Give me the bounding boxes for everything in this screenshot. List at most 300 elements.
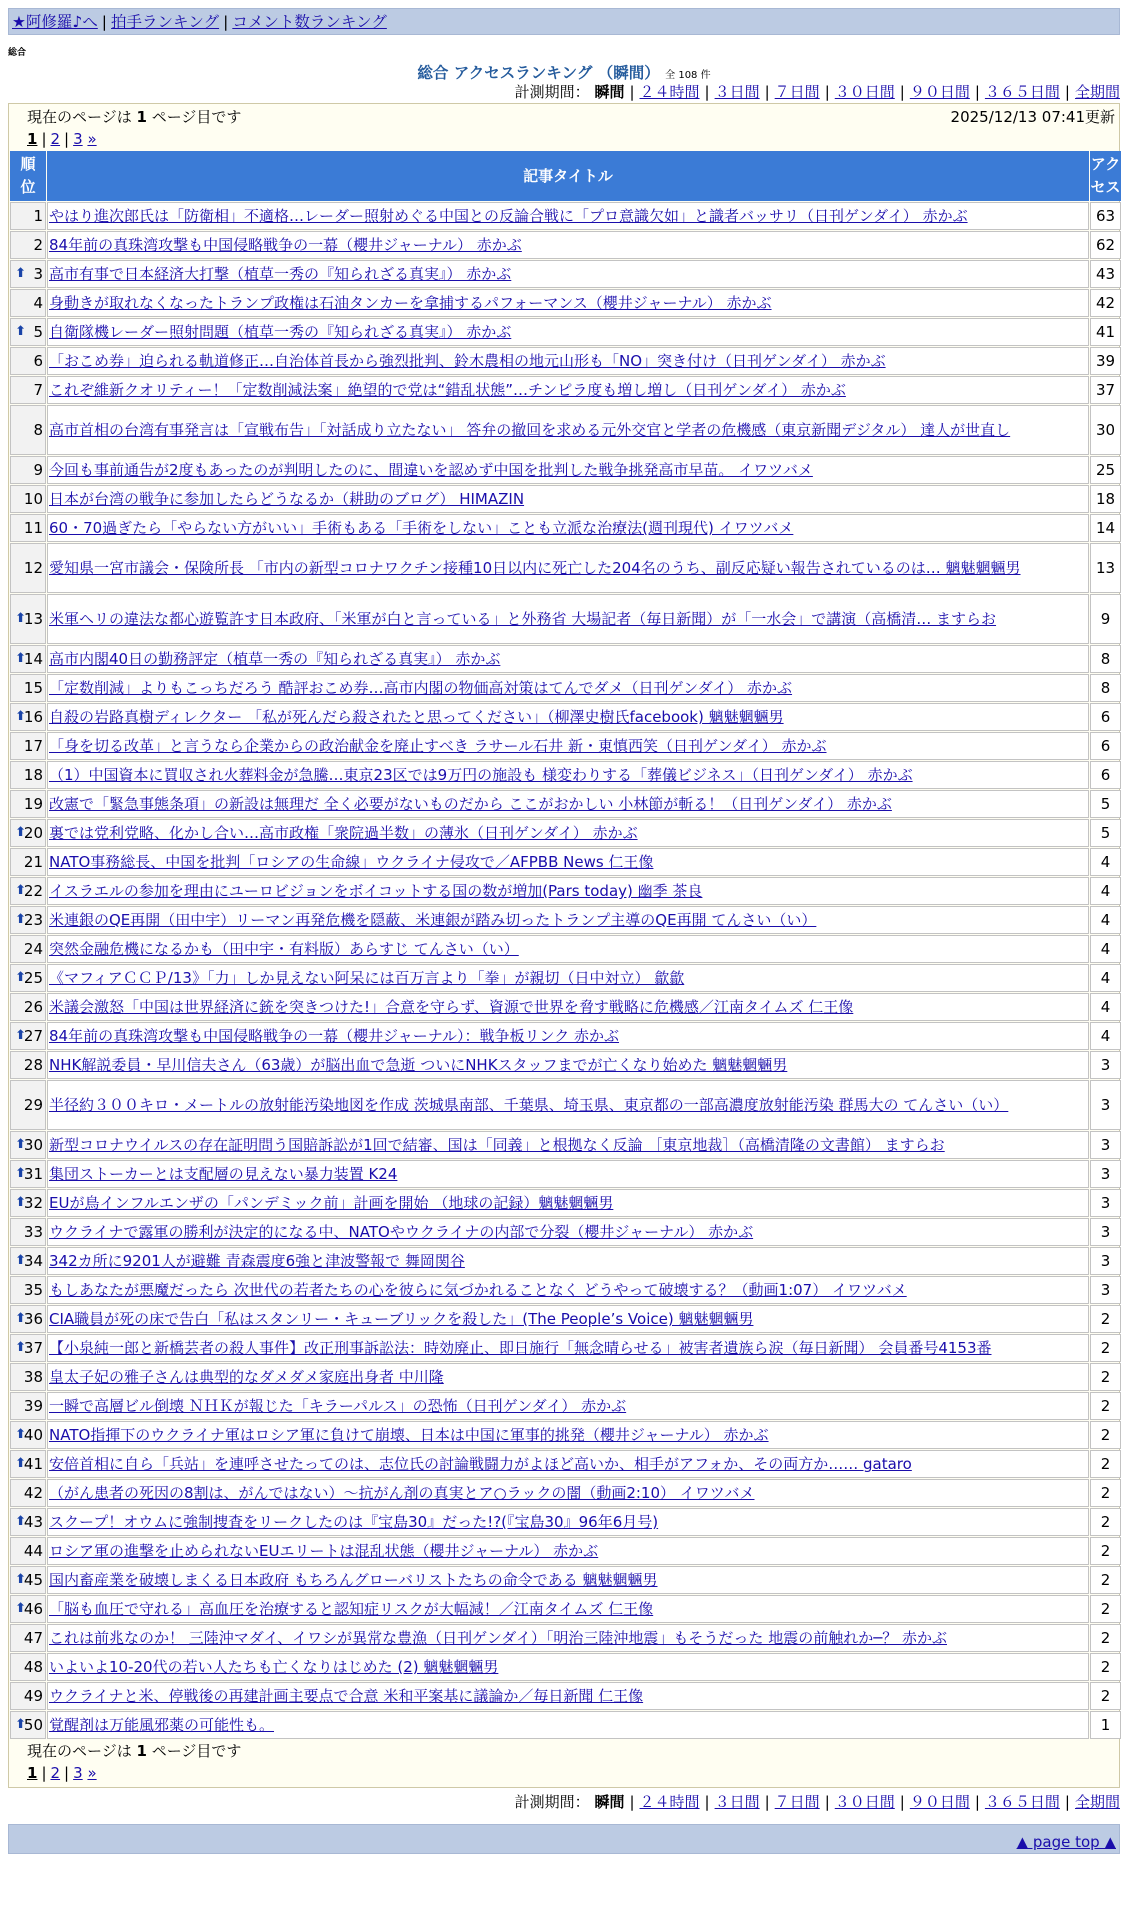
article-link[interactable]: EUが鳥インフルエンザの「パンデミック前」計画を開始 （地球の記録）魑魅魍魎男 — [49, 1194, 614, 1212]
access-count: 2 — [1090, 1537, 1121, 1565]
table-row — [10, 376, 1121, 404]
rank-number: 23 — [23, 911, 43, 929]
title-cell — [47, 703, 1089, 731]
title-cell — [47, 1566, 1089, 1594]
period-link[interactable]: ７日間 — [774, 83, 820, 101]
article-link[interactable]: （がん患者の死因の8割は、がんではない）〜抗がん剤の真実とア○ラックの闇（動画2:10） イワツバメ — [49, 1484, 755, 1502]
access-count: 2 — [1090, 1334, 1121, 1362]
header-line: アク — [1090, 155, 1121, 173]
title-cell — [47, 594, 1089, 644]
title-cell — [47, 877, 1089, 905]
article-link[interactable]: ロシア軍の進撃を止められないEUエリートは混乱状態（櫻井ジャーナル） 赤かぶ — [49, 1542, 599, 1560]
applause-ranking-link[interactable]: 拍手ランキング — [111, 13, 220, 31]
period-separator: | — [824, 83, 830, 101]
rank-cell — [10, 1305, 46, 1333]
title-cell — [47, 1247, 1089, 1275]
ranking-title-text: 総合 アクセスランキング （瞬間） — [417, 64, 660, 82]
table-row — [10, 405, 1121, 455]
rank-cell — [10, 318, 46, 346]
access-count: 6 — [1090, 732, 1121, 760]
table-row — [10, 790, 1121, 818]
table-row — [10, 1450, 1121, 1478]
rank-cell — [10, 347, 46, 375]
article-link[interactable]: 「身を切る改革」と言うなら企業からの政治献金を廃止すべき ラサール石井 新・東慎西笑（日刊ゲンダイ） 赤かぶ — [49, 737, 827, 755]
table-row — [10, 514, 1121, 542]
title-cell — [47, 318, 1089, 346]
period-link[interactable]: ２４時間 — [639, 1793, 700, 1811]
article-link[interactable]: 愛知県一宮市議会・保険所長 「市内の新型コロナワクチン接種10日以内に死亡した204名のうち、副反応疑い報告されているのは… 魑魅魍魎男 — [49, 559, 1021, 577]
period-link[interactable]: ９０日間 — [909, 1793, 970, 1811]
article-link[interactable]: CIA職員が死の床で告白「私はスタンリー・キューブリックを殺した」(The People’s Voice) 魑魅魍魎男 — [49, 1310, 754, 1328]
table-row — [10, 1537, 1121, 1565]
access-count: 3 — [1090, 1080, 1121, 1130]
nav-separator: | — [223, 13, 229, 31]
access-count: 3 — [1090, 1276, 1121, 1304]
title-cell — [47, 1537, 1089, 1565]
rank-number: 39 — [23, 1397, 43, 1415]
period-current: 瞬間 — [594, 83, 625, 101]
title-cell — [47, 1080, 1089, 1130]
period-link[interactable]: ３日間 — [714, 1793, 760, 1811]
title-cell — [47, 543, 1089, 593]
access-count: 39 — [1090, 347, 1121, 375]
up-arrow-icon: ⬆ — [15, 324, 26, 339]
rank-number: 16 — [23, 708, 43, 726]
access-count: 30 — [1090, 405, 1121, 455]
rank-number: 41 — [23, 1455, 43, 1473]
article-link[interactable]: ウクライナで露軍の勝利が決定的になる中、NATOやウクライナの内部で分裂（櫻井ジャーナル） 赤かぶ — [49, 1223, 754, 1241]
article-link[interactable]: 高市有事で日本経済大打撃（植草一秀の『知られざる真実』） 赤かぶ — [49, 265, 512, 283]
rank-cell — [10, 1624, 46, 1652]
title-cell — [47, 1160, 1089, 1188]
header-line: 順 — [20, 155, 36, 173]
up-arrow-icon: ⬆ — [15, 1137, 26, 1152]
access-count: 4 — [1090, 877, 1121, 905]
table-row — [10, 906, 1121, 934]
article-link[interactable]: 米連銀のQE再開（田中宇）リーマン再発危機を隠蔽、米連銀が踏み切ったトランプ主導のQE再開 てんさい（い） — [49, 911, 817, 929]
rank-cell — [10, 1247, 46, 1275]
access-count: 3 — [1090, 1051, 1121, 1079]
page — [8, 8, 1120, 1854]
up-arrow-icon: ⬆ — [15, 883, 26, 898]
title-cell — [47, 964, 1089, 992]
pager-next-link[interactable]: » — [87, 130, 97, 148]
title-cell — [47, 993, 1089, 1021]
rank-cell — [10, 848, 46, 876]
table-row — [10, 761, 1121, 789]
access-count: 9 — [1090, 594, 1121, 644]
article-link[interactable]: イスラエルの参加を理由にユーロビジョンをボイコットする国の数が増加(Pars today) 幽季 茶良 — [49, 882, 703, 900]
home-link[interactable]: ★阿修羅♪へ — [12, 13, 98, 31]
period-separator: | — [629, 83, 635, 101]
article-link[interactable]: いよいよ10-20代の若い人たちも亡くなりはじめた (2) 魑魅魍魎男 — [49, 1658, 499, 1676]
up-arrow-icon: ⬆ — [15, 970, 26, 985]
article-link[interactable]: スクープ！オウムに強制捜査をリークしたのは『宝島30』だった!?(『宝島30』96年6月号) — [49, 1513, 659, 1531]
title-cell — [47, 1334, 1089, 1362]
rank-number: 4 — [33, 294, 43, 312]
access-count: 2 — [1090, 1653, 1121, 1681]
rank-number: 40 — [23, 1426, 43, 1444]
table-row — [10, 1218, 1121, 1246]
rank-cell — [10, 1334, 46, 1362]
page-top-link[interactable]: ▲ page top ▲ — [1016, 1833, 1116, 1851]
up-arrow-icon: ⬆ — [15, 611, 26, 626]
article-link[interactable]: 自殺の岩路真樹ディレクター 「私が死んだら殺されたと思ってください」（柳澤史樹氏facebook) 魑魅魍魎男 — [49, 708, 784, 726]
up-arrow-icon: ⬆ — [15, 1717, 26, 1732]
period-separator: | — [899, 83, 905, 101]
access-count: 4 — [1090, 964, 1121, 992]
title-cell — [47, 935, 1089, 963]
rank-cell — [10, 1421, 46, 1449]
period-separator: | — [764, 83, 770, 101]
rank-number: 49 — [23, 1687, 43, 1705]
title-cell — [47, 1276, 1089, 1304]
access-count: 3 — [1090, 1131, 1121, 1159]
article-link[interactable]: 「脳も血圧で守れる」高血圧を治療すると認知症リスクが大幅減！／江南タイムズ 仁王像 — [49, 1600, 654, 1618]
article-link[interactable]: 新型コロナウイルスの存在証明問う国賠訴訟が1回で結審、国は「同義」と根拠なく反論 ［東京地裁］（高橋清隆の文書館） ますらお — [49, 1136, 945, 1154]
period-link[interactable]: ３０日間 — [834, 1793, 895, 1811]
rank-number: 11 — [23, 519, 43, 537]
period-link[interactable]: ３日間 — [714, 83, 760, 101]
article-link[interactable]: やはり進次郎氏は「防衛相」不適格…レーダー照射めぐる中国との反論合戦に「プロ意識欠如」と識者バッサリ（日刊ゲンダイ） 赤かぶ — [49, 207, 968, 225]
table-row — [10, 732, 1121, 760]
rank-number: 37 — [23, 1339, 43, 1357]
title-cell — [47, 674, 1089, 702]
period-label: 計測期間： — [514, 1793, 595, 1811]
top-nav-bar — [8, 8, 1120, 35]
period-separator: | — [824, 1793, 830, 1811]
rank-number: 46 — [23, 1600, 43, 1618]
rank-number: 29 — [23, 1096, 43, 1114]
title-cell — [47, 819, 1089, 847]
title-cell — [47, 347, 1089, 375]
page-info-number: 1 — [136, 108, 147, 126]
article-link[interactable]: （1）中国資本に買収され火葬料金が急騰…東京23区では9万円の施設も 様変わりする「葬儀ビジネス」（日刊ゲンダイ） 赤かぶ — [49, 766, 913, 784]
rank-number: 5 — [33, 323, 43, 341]
title-cell — [47, 260, 1089, 288]
rank-number: 38 — [23, 1368, 43, 1386]
period-separator: | — [1064, 1793, 1070, 1811]
article-link[interactable]: 84年前の真珠湾攻撃も中国侵略戦争の一幕（櫻井ジャーナル）：戦争板リンク 赤かぶ — [49, 1027, 620, 1045]
rank-number: 17 — [23, 737, 43, 755]
nav-separator: | — [101, 13, 108, 31]
rank-number: 27 — [23, 1027, 43, 1045]
access-count: 2 — [1090, 1566, 1121, 1594]
article-link[interactable]: 裏では党利党略、化かし合い…高市政権「衆院過半数」の薄氷（日刊ゲンダイ） 赤かぶ — [49, 824, 638, 842]
access-count: 5 — [1090, 790, 1121, 818]
article-link[interactable]: 高市首相の台湾有事発言は「宣戦布告」「対話成り立たない」 答弁の撤回を求める元外交官と学者の危機感（東京新聞デジタル） 達人が世直し — [49, 421, 1011, 439]
pager-current-page: 1 — [27, 1764, 38, 1782]
rank-cell — [10, 594, 46, 644]
rank-cell — [10, 1363, 46, 1391]
up-arrow-icon: ⬆ — [15, 825, 26, 840]
article-link[interactable]: 342カ所に9201人が避難 青森震度6強と津波警報で 舞岡関谷 — [49, 1252, 465, 1270]
table-row — [10, 456, 1121, 484]
title-cell — [47, 1022, 1089, 1050]
article-link[interactable]: 皇太子妃の雅子さんは典型的なダメダメ家庭出身者 中川隆 — [49, 1368, 444, 1386]
article-link[interactable]: 突然金融危機になるかも（田中宇・有料版）あらすじ てんさい（い） — [49, 940, 519, 958]
title-column-header: 記事タイトル — [47, 151, 1089, 201]
rank-number: 43 — [23, 1513, 43, 1531]
rank-number: 36 — [23, 1310, 43, 1328]
article-link[interactable]: 「おこめ券」迫られる軌道修正…自治体首長から強烈批判、鈴木農相の地元山形も「NO」突き付け（日刊ゲンダイ） 赤かぶ — [49, 352, 886, 370]
period-link[interactable]: ３６５日間 — [984, 1793, 1060, 1811]
rank-cell — [10, 1276, 46, 1304]
access-count: 2 — [1090, 1624, 1121, 1652]
rank-number: 35 — [23, 1281, 43, 1299]
rank-number: 30 — [23, 1136, 43, 1154]
title-cell — [47, 761, 1089, 789]
article-link[interactable]: NHK解説委員・早川信夫さん（63歳）が脳出血で急逝 ついにNHKスタッフまでが亡くなり始めた 魑魅魍魎男 — [49, 1056, 788, 1074]
table-row — [10, 848, 1121, 876]
ranking-box — [8, 103, 1120, 1788]
page-info-number: 1 — [136, 1742, 147, 1760]
title-cell — [47, 1189, 1089, 1217]
rank-cell — [10, 485, 46, 513]
rank-number: 9 — [33, 461, 43, 479]
title-cell — [47, 848, 1089, 876]
title-cell — [47, 732, 1089, 760]
rank-cell — [10, 703, 46, 731]
access-count: 8 — [1090, 674, 1121, 702]
period-link[interactable]: 全期間 — [1074, 83, 1120, 101]
period-selector-bottom — [8, 1791, 1120, 1813]
article-link[interactable]: これぞ維新クオリティー！「定数削減法案」絶望的で党は“錯乱状態”…チンピラ度も増し増し（日刊ゲンダイ） 赤かぶ — [49, 381, 846, 399]
article-link[interactable]: 米軍ヘリの違法な都心遊覧許す日本政府、「米軍が白と言っている」と外務省 大場記者（毎日新聞）が「一水会」で講演（高橋清… ますらお — [49, 610, 997, 628]
period-current: 瞬間 — [594, 1793, 625, 1811]
period-separator: | — [1064, 83, 1070, 101]
table-row — [10, 1189, 1121, 1217]
comment-ranking-link[interactable]: コメント数ランキング — [232, 13, 387, 31]
article-link[interactable]: これは前兆なのか！ 三陸沖マダイ、イワシが異常な豊漁（日刊ゲンダイ）「明治三陸沖地震」もそうだった 地震の前触れか─？ 赤かぶ — [49, 1629, 947, 1647]
table-row — [10, 1160, 1121, 1188]
rank-cell — [10, 1653, 46, 1681]
table-row — [10, 674, 1121, 702]
title-cell — [47, 1711, 1089, 1739]
updated-timestamp: 2025/12/13 07:41更新 — [950, 108, 1115, 126]
access-count: 3 — [1090, 1247, 1121, 1275]
rank-number: 48 — [23, 1658, 43, 1676]
pager-page-link[interactable]: 3 — [73, 130, 83, 148]
title-cell — [47, 456, 1089, 484]
rank-cell — [10, 761, 46, 789]
access-count: 3 — [1090, 1160, 1121, 1188]
article-link[interactable]: もしあなたが悪魔だったら 次世代の若者たちの心を彼らに気づかれることなく どうやって破壊する？（動画1:07） イワツバメ — [49, 1281, 907, 1299]
rank-number: 12 — [23, 559, 43, 577]
page-info-row — [11, 106, 1117, 128]
access-count: 2 — [1090, 1682, 1121, 1710]
header-line: セス — [1090, 178, 1121, 196]
article-link[interactable]: 《マフィアＣＣＰ/13》「力」しか見えない阿呆には百万言より「拳」が親切（日中対立） 歙歙 — [49, 969, 685, 987]
title-cell — [47, 790, 1089, 818]
table-header-row — [10, 151, 1121, 201]
period-link[interactable]: ３０日間 — [834, 83, 895, 101]
rank-number: 34 — [23, 1252, 43, 1270]
article-link[interactable]: 84年前の真珠湾攻撃も中国侵略戦争の一幕（櫻井ジャーナル） 赤かぶ — [49, 236, 522, 254]
access-count: 2 — [1090, 1450, 1121, 1478]
rank-cell — [10, 645, 46, 673]
rank-cell — [10, 1711, 46, 1739]
article-link[interactable]: 国内畜産業を破壊しまくる日本政府 もちろんグローバリストたちの命令である 魑魅魍魎男 — [49, 1571, 658, 1589]
period-link[interactable]: ３６５日間 — [984, 83, 1060, 101]
table-row — [10, 594, 1121, 644]
table-row — [10, 289, 1121, 317]
table-row — [10, 819, 1121, 847]
pager-separator: | — [41, 1764, 47, 1782]
item-count: 全 108 件 — [665, 70, 711, 81]
article-link[interactable]: NATO事務総長、中国を批判「ロシアの生命線」ウクライナ侵攻で／AFPBB News 仁王像 — [49, 853, 654, 871]
article-link[interactable]: 一瞬で高層ビル倒壊 ＮＨＫが報じた「キラーパルス」の恐怖（日刊ゲンダイ） 赤かぶ — [49, 1397, 627, 1415]
title-cell — [47, 906, 1089, 934]
page-info-suffix: ページ目です — [151, 1742, 242, 1760]
title-cell — [47, 485, 1089, 513]
up-arrow-icon: ⬆ — [15, 1572, 26, 1587]
rank-cell — [10, 935, 46, 963]
title-cell — [47, 1682, 1089, 1710]
period-link[interactable]: 全期間 — [1074, 1793, 1120, 1811]
table-row — [10, 1392, 1121, 1420]
article-link[interactable]: 今回も事前通告が2度もあったのが判明したのに、間違いを認めず中国を批判した戦争挑発高市早苗。 イワツバメ — [49, 461, 813, 479]
table-row — [10, 1653, 1121, 1681]
access-count: 4 — [1090, 935, 1121, 963]
article-link[interactable]: 半径約３００キロ・メートルの放射能汚染地図を作成 茨城県南部、千葉県、埼玉県、東京都の一部高濃度放射能汚染 群馬大の てんさい（い） — [49, 1096, 1009, 1114]
up-arrow-icon: ⬆ — [15, 912, 26, 927]
pager-top — [11, 128, 1117, 150]
period-separator: | — [974, 83, 980, 101]
access-count: 6 — [1090, 761, 1121, 789]
rank-cell — [10, 1682, 46, 1710]
article-link[interactable]: 覚醒剤は万能風邪薬の可能性も。 — [49, 1716, 275, 1734]
period-selector-top — [8, 81, 1120, 103]
article-link[interactable]: ウクライナと米、停戦後の再建計画主要点で合意 米和平案基に議論か／毎日新聞 仁王像 — [49, 1687, 644, 1705]
table-row — [10, 1566, 1121, 1594]
access-count: 2 — [1090, 1595, 1121, 1623]
article-link[interactable]: NATO指揮下のウクライナ軍はロシア軍に負けて崩壊、日本は中国に軍事的挑発（櫻井ジャーナル） 赤かぶ — [49, 1426, 769, 1444]
rank-cell — [10, 964, 46, 992]
table-row — [10, 645, 1121, 673]
rank-number: 13 — [23, 610, 43, 628]
pager-page-link[interactable]: 2 — [50, 1764, 61, 1782]
rank-number: 50 — [23, 1716, 43, 1734]
pager-bottom — [11, 1762, 1117, 1784]
access-count: 42 — [1090, 289, 1121, 317]
rank-number: 33 — [23, 1223, 43, 1241]
article-link[interactable]: 改憲で「緊急事態条項」の新設は無理だ 全く必要がないものだから ここがおかしい 小林節が斬る！（日刊ゲンダイ） 赤かぶ — [49, 795, 892, 813]
access-count: 62 — [1090, 231, 1121, 259]
table-row — [10, 964, 1121, 992]
pager-current-page: 1 — [27, 130, 38, 148]
pager-page-link[interactable]: 3 — [73, 1764, 83, 1782]
table-row — [10, 543, 1121, 593]
rank-cell — [10, 1537, 46, 1565]
period-link[interactable]: ９０日間 — [909, 83, 970, 101]
title-cell — [47, 405, 1089, 455]
access-count: 4 — [1090, 1022, 1121, 1050]
title-cell — [47, 1653, 1089, 1681]
article-link[interactable]: 自衛隊機レーダー照射問題（植草一秀の『知られざる真実』） 赤かぶ — [49, 323, 512, 341]
rank-number: 42 — [23, 1484, 43, 1502]
table-row — [10, 1479, 1121, 1507]
pager-page-link[interactable]: 2 — [50, 130, 61, 148]
rank-number: 2 — [33, 236, 43, 254]
rank-number: 6 — [33, 352, 43, 370]
table-row — [10, 993, 1121, 1021]
rank-cell — [10, 376, 46, 404]
up-arrow-icon: ⬆ — [15, 709, 26, 724]
rank-cell — [10, 732, 46, 760]
access-count: 2 — [1090, 1392, 1121, 1420]
rank-number: 28 — [23, 1056, 43, 1074]
rank-number: 45 — [23, 1571, 43, 1589]
table-row — [10, 202, 1121, 230]
access-count: 25 — [1090, 456, 1121, 484]
rank-number: 24 — [23, 940, 43, 958]
access-count: 2 — [1090, 1363, 1121, 1391]
title-cell — [47, 1479, 1089, 1507]
article-link[interactable]: 「定数削減」よりもこっちだろう 酷評おこめ券…高市内閣の物価高対策はてんでダメ（日刊ゲンダイ） 赤かぶ — [49, 679, 793, 697]
article-link[interactable]: 集団ストーカーとは支配層の見えない暴力装置 K24 — [49, 1165, 398, 1183]
up-arrow-icon: ⬆ — [15, 1028, 26, 1043]
rank-cell — [10, 674, 46, 702]
rank-number: 18 — [23, 766, 43, 784]
up-arrow-icon: ⬆ — [15, 1311, 26, 1326]
rank-number: 47 — [23, 1629, 43, 1647]
rank-number: 10 — [23, 490, 43, 508]
access-column-header — [1090, 151, 1121, 201]
page-info-prefix: 現在のページは — [27, 1742, 132, 1760]
access-count: 8 — [1090, 645, 1121, 673]
article-link[interactable]: 日本が台湾の戦争に参加したらどうなるか（耕助のブログ） HIMAZIN — [49, 490, 525, 508]
rank-cell — [10, 1218, 46, 1246]
title-cell — [47, 514, 1089, 542]
article-link[interactable]: 身動きが取れなくなったトランプ政権は石油タンカーを拿捕するパフォーマンス（櫻井ジャーナル） 赤かぶ — [49, 294, 772, 312]
article-link[interactable]: 米議会激怒「中国は世界経済に銃を突きつけた!」合意を守らず、資源で世界を脅す戦略に危機感／江南タイムズ 仁王像 — [49, 998, 854, 1016]
access-count: 2 — [1090, 1479, 1121, 1507]
table-row — [10, 231, 1121, 259]
rank-cell — [10, 1131, 46, 1159]
rank-cell — [10, 231, 46, 259]
pager-next-link[interactable]: » — [87, 1764, 97, 1782]
title-cell — [47, 1305, 1089, 1333]
period-separator: | — [704, 83, 710, 101]
article-link[interactable]: 高市内閣40日の勤務評定（植草一秀の『知られざる真実』） 赤かぶ — [49, 650, 501, 668]
access-count: 4 — [1090, 993, 1121, 1021]
access-count: 1 — [1090, 1711, 1121, 1739]
rank-cell — [10, 260, 46, 288]
title-cell — [47, 1131, 1089, 1159]
period-link[interactable]: ２４時間 — [639, 83, 700, 101]
article-link[interactable]: 【小泉純一郎と新橋芸者の殺人事件】改正刑事訴訟法：時効廃止、即日施行「無念晴らせる」被害者遺族ら涙（毎日新聞） 会員番号4153番 — [49, 1339, 992, 1357]
access-count: 2 — [1090, 1508, 1121, 1536]
article-link[interactable]: 安倍首相に自ら「兵站」を連呼させたってのは、志位氏の討論戦闘力がよほど高いか、相手がアフォか、その両方か…… gataro — [49, 1455, 912, 1473]
table-row — [10, 1080, 1121, 1130]
rank-number: 19 — [23, 795, 43, 813]
access-count: 4 — [1090, 848, 1121, 876]
up-arrow-icon: ⬆ — [15, 1427, 26, 1442]
rank-number: 25 — [23, 969, 43, 987]
current-page-info — [27, 106, 241, 128]
period-link[interactable]: ７日間 — [774, 1793, 820, 1811]
period-separator: | — [974, 1793, 980, 1811]
title-cell — [47, 1624, 1089, 1652]
access-count: 37 — [1090, 376, 1121, 404]
title-cell — [47, 645, 1089, 673]
table-row — [10, 1276, 1121, 1304]
article-link[interactable]: 60・70過ぎたら「やらない方がいい」手術もある「手術をしない」ことも立派な治療法(週刊現代) イワツバメ — [49, 519, 794, 537]
table-row — [10, 1051, 1121, 1079]
up-arrow-icon: ⬆ — [15, 1340, 26, 1355]
rank-cell — [10, 877, 46, 905]
